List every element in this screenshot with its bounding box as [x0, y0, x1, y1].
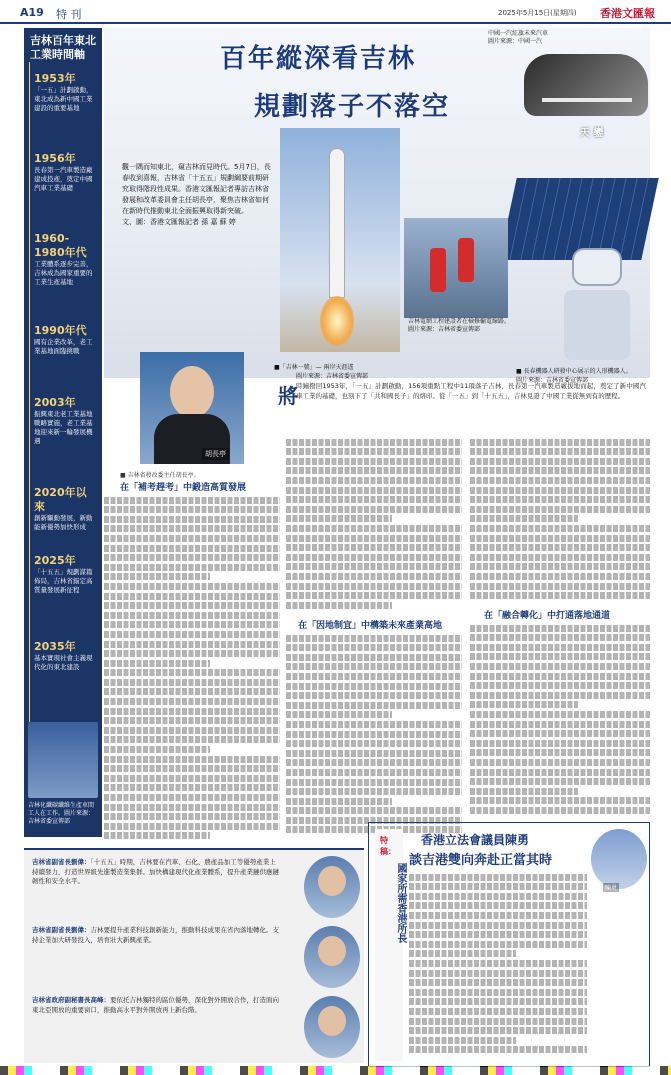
interviewee-photo — [591, 829, 647, 889]
quote-label: 吉林省政府副秘書長高峰： — [32, 996, 110, 1004]
timeline-entries — [24, 66, 102, 720]
timeline-entry — [24, 480, 102, 548]
text-line — [104, 698, 280, 705]
article-intro — [296, 382, 646, 432]
text-line — [470, 439, 650, 446]
text-line — [470, 525, 650, 532]
text-line — [470, 807, 650, 814]
timeline-year: 2025年 — [34, 554, 76, 567]
timeline-year: 2003年 — [34, 396, 76, 409]
text-line — [286, 535, 462, 542]
text-line — [104, 775, 280, 782]
print-color-bar — [0, 1066, 671, 1075]
text-line — [104, 535, 280, 542]
quote-label: 吉林省副省長劉偉： — [32, 926, 91, 934]
portrait-caption: ■ 吉林省發改委主任胡長亭。 — [120, 472, 200, 479]
interviewee-name: 陳勇 — [605, 885, 618, 892]
carbon-fiber-photo — [28, 722, 98, 798]
rocket-flame-icon — [320, 296, 354, 346]
text-line — [104, 717, 280, 724]
lede-byline: 文、圖：香港文匯報記者 孫 嘉 蘇 婷 — [122, 218, 236, 226]
text-line — [286, 807, 462, 814]
official-photo — [304, 856, 360, 918]
special-vertical-title: 國家所需香港所長 — [395, 863, 406, 943]
text-line — [409, 874, 587, 881]
text-line — [104, 497, 280, 504]
text-line — [286, 663, 462, 670]
timeline-text: 「十五五」規劃謀篇佈局，吉林省錨定高質量發展新征程 — [34, 568, 93, 594]
text-line — [104, 736, 280, 743]
text-line — [104, 650, 280, 657]
column-3-top — [470, 436, 650, 604]
text-line — [286, 583, 462, 590]
text-line — [470, 711, 650, 718]
text-line — [470, 759, 650, 766]
timeline-entry — [24, 318, 102, 390]
text-line — [409, 941, 587, 948]
text-line — [470, 487, 650, 494]
timeline-year: 2035年 — [34, 640, 76, 653]
text-line — [286, 759, 462, 766]
quote-item — [32, 926, 282, 945]
flying-car-image — [524, 54, 648, 116]
lede-text: 觀一隅而知東北，窺吉林而見時代。5月7日，長春收到喜報，吉林省「十五五」規劃綱要前期研究取得階段性成果。香港文匯報記者專訪吉林省發展和改革委員會主任胡長亭，聚焦吉林省如何在新時代推動東北全面振興取得新突破。 — [122, 163, 271, 215]
text-line — [409, 1046, 587, 1053]
text-line — [104, 516, 280, 523]
text-line — [470, 730, 650, 737]
text-line — [409, 931, 587, 938]
text-line — [286, 654, 462, 661]
text-line — [409, 1027, 587, 1034]
timeline-entry — [24, 226, 102, 318]
main-headline: 百年縱深看吉林 — [220, 44, 417, 74]
quote-text: 要依托吉林獨特的區位優勢，深化對外開放合作，打造面向東北亞開放的重要窗口，推動高水平對外開放再上新台階。 — [32, 996, 279, 1014]
text-line — [470, 563, 650, 570]
text-line — [104, 794, 280, 801]
text-line — [409, 883, 587, 890]
quote-item — [32, 858, 282, 887]
text-line — [470, 496, 650, 503]
text-line — [104, 554, 280, 561]
text-line — [470, 467, 650, 474]
timeline-year: 2020年以來 — [34, 486, 87, 513]
text-line — [470, 740, 650, 747]
text-line — [286, 506, 462, 513]
text-line — [286, 692, 462, 699]
text-line — [470, 778, 650, 785]
subhead-1: 在「補考趕考」中鍛造高質發展 — [120, 483, 247, 493]
quote-label: 吉林省副省長劉偉： — [32, 858, 91, 866]
text-line — [104, 679, 280, 686]
text-line — [286, 769, 462, 776]
text-line — [409, 912, 587, 919]
text-line — [104, 765, 280, 772]
official-photo — [304, 926, 360, 988]
text-line — [104, 564, 280, 571]
text-line — [470, 749, 650, 756]
quotes-box — [24, 848, 364, 1063]
special-feature-box — [368, 822, 650, 1067]
timeline-year: 1990年代 — [34, 324, 87, 337]
text-line — [409, 902, 587, 909]
text-line — [104, 621, 280, 628]
workers-image — [404, 218, 508, 318]
satellite-credit: 圖片來源：吉林省委宣傳部 — [296, 373, 369, 380]
text-line — [470, 769, 650, 776]
text-line — [409, 922, 587, 929]
text-line — [104, 612, 280, 619]
text-line — [286, 779, 462, 786]
text-line — [104, 669, 280, 676]
hero-section — [104, 28, 650, 384]
text-line — [470, 448, 650, 455]
text-line — [104, 545, 280, 552]
robot-caption: ■ 長春機器人研發中心展示的人形機器人。 圖片來源：吉林省委宣傳部 — [516, 368, 632, 384]
text-line — [470, 797, 650, 804]
timeline-text: 創新驅動發展，新動能新優勢加快形成 — [34, 514, 93, 531]
timeline-entry — [24, 146, 102, 226]
page-number: A19 — [20, 6, 44, 19]
timeline-text: 振興東北老工業基地戰略實施，老工業基地迎來新一輪發展機遇 — [34, 410, 93, 445]
text-line — [104, 602, 280, 609]
newspaper-name: 香港文匯報 — [600, 7, 655, 20]
rocket-icon — [329, 148, 345, 298]
quote-text: 「十五五」時期，吉林要在汽車、石化、農產品加工等優勢產業上持續發力，打造世界級先進製造業集群。加快構建現代化產業體系，提升產業鏈供應鏈韌性和安全水平。 — [32, 858, 279, 886]
text-line — [104, 525, 280, 532]
column-2-top — [286, 436, 462, 614]
text-line — [286, 554, 462, 561]
text-line — [470, 573, 650, 580]
text-line — [286, 798, 392, 805]
timeline-entry — [24, 390, 102, 480]
portrait-face — [170, 366, 214, 418]
timeline-text: 長春第一汽車製造廠建成投產，奠定中國汽車工業基礎 — [34, 166, 93, 192]
dropcap: 將 — [278, 384, 298, 408]
timeline-year: 1956年 — [34, 152, 76, 165]
text-line — [470, 653, 650, 660]
text-line — [104, 804, 280, 811]
text-line — [470, 554, 650, 561]
text-line — [104, 593, 280, 600]
text-line — [470, 682, 650, 689]
text-line — [104, 573, 210, 580]
car-caption: 中國一汽紅旗未來汽車 圖片來源：中國一汽 — [488, 30, 549, 45]
text-line — [286, 487, 462, 494]
intro-text: 時鐘撥回1953年，「一五」計劃啟動，156項重點工程中11項落子吉林，長春第一汽車製造廠拔地而起，奠定了新中國汽車工業的基礎，也刻下了「共和國長子」的烙印。從「一五」到「十五五」，吉林見證了中國工業從無到有的歷程。 — [296, 382, 646, 400]
car-brand-label: 天 鑾 — [580, 128, 604, 139]
text-line — [104, 832, 210, 839]
text-line — [470, 477, 650, 484]
text-line — [470, 625, 650, 632]
text-line — [286, 788, 462, 795]
text-line — [470, 692, 650, 699]
text-line — [104, 688, 280, 695]
text-line — [286, 721, 462, 728]
text-line — [286, 439, 462, 446]
worker-caption: 吉林電網工程建設者在檢修輸電線路。 圖片來源：吉林省委宣傳部 — [408, 318, 511, 333]
text-line — [104, 708, 280, 715]
robot-body-icon — [564, 290, 630, 360]
text-line — [104, 746, 210, 753]
text-line — [409, 960, 587, 967]
text-line — [409, 1008, 587, 1015]
text-line — [104, 756, 280, 763]
special-headline: 香港立法會議員陳勇 — [421, 833, 530, 847]
text-line — [104, 823, 280, 830]
text-line — [104, 641, 280, 648]
text-line — [286, 673, 462, 680]
text-line — [470, 663, 650, 670]
text-line — [470, 592, 650, 599]
text-line — [286, 644, 462, 651]
text-line — [409, 1037, 516, 1044]
text-line — [470, 721, 650, 728]
text-line — [286, 602, 392, 609]
timeline-text: 國有企業改革，老工業基地面臨挑戰 — [34, 338, 93, 355]
special-subheadline: 談吉港雙向奔赴正當其時 — [409, 853, 553, 868]
text-line — [104, 506, 280, 513]
text-line — [286, 731, 462, 738]
text-line — [409, 979, 587, 986]
worker-figure — [458, 238, 474, 282]
humanoid-robot-image — [554, 248, 642, 368]
text-line — [470, 583, 650, 590]
text-line — [286, 635, 462, 642]
text-line — [409, 970, 587, 977]
text-line — [286, 544, 462, 551]
text-line — [286, 525, 462, 532]
timeline-text: 工業體系逐步完善，吉林成為國家重要的工業生產基地 — [34, 260, 93, 286]
text-line — [286, 750, 462, 757]
portrait-name-tag: 胡長亭 — [202, 448, 229, 460]
worker-figure — [430, 248, 446, 292]
quote-text: 吉林要提升產業科技創新能力，推動科技成果在省內落地轉化。支持企業加大研發投入，培育壯大新興產業。 — [32, 926, 279, 944]
timeline-year: 1953年 — [34, 72, 76, 85]
special-text-column — [409, 871, 587, 1061]
text-line — [286, 740, 462, 747]
timeline-text: 基本實現社會主義現代化的東北建設 — [34, 654, 93, 671]
column-3-bottom — [470, 622, 650, 818]
text-line — [286, 563, 462, 570]
timeline-photo-caption: 吉林化纖碳纖維生產車間工人在工作。圖片來源：吉林省委宣傳部 — [28, 802, 95, 825]
text-line — [104, 583, 280, 590]
text-line — [286, 448, 462, 455]
column-1 — [104, 494, 280, 840]
timeline-text: 「一五」計劃啟動，東北成為新中國工業建設的重要基地 — [34, 86, 93, 112]
satellite-caption: ■「吉林一號」— 兩岸天涯遙 — [274, 364, 354, 371]
text-line — [286, 477, 462, 484]
text-line — [470, 515, 578, 522]
portrait-photo — [140, 352, 244, 464]
text-line — [470, 673, 650, 680]
text-line — [286, 458, 462, 465]
quote-item — [32, 996, 282, 1015]
timeline-column — [24, 28, 102, 837]
timeline-entry — [24, 548, 102, 634]
column-2-bottom — [286, 632, 462, 840]
text-line — [286, 592, 462, 599]
official-photo — [304, 996, 360, 1058]
subhead-3: 在「融合轉化」中打通落地通道 — [484, 611, 611, 621]
text-line — [470, 788, 578, 795]
page-header — [0, 0, 671, 24]
section-label: 特 刊 — [56, 8, 82, 21]
text-line — [286, 467, 462, 474]
text-line — [104, 631, 280, 638]
text-line — [470, 506, 650, 513]
text-line — [286, 711, 392, 718]
text-line — [470, 458, 650, 465]
text-line — [470, 701, 578, 708]
text-line — [409, 989, 587, 996]
text-line — [470, 634, 650, 641]
text-line — [409, 998, 587, 1005]
timeline-year: 1960-1980年代 — [34, 232, 87, 259]
text-line — [104, 813, 280, 820]
main-subheadline: 規劃落子不落空 — [254, 92, 451, 122]
timeline-entry — [24, 66, 102, 146]
text-line — [409, 1018, 587, 1025]
timeline-entry — [24, 634, 102, 720]
text-line — [409, 950, 516, 957]
issue-date: 2025年5月15日(星期四) — [498, 9, 577, 17]
text-line — [286, 683, 462, 690]
text-line — [286, 702, 462, 709]
text-line — [104, 784, 280, 791]
special-tag: 特 稿： — [380, 836, 396, 856]
special-label-panel — [375, 829, 406, 1061]
text-line — [104, 660, 210, 667]
robot-head-icon — [572, 248, 622, 286]
text-line — [409, 893, 587, 900]
lede-paragraph — [122, 162, 272, 228]
subhead-2: 在「因地制宜」中構築未來產業高地 — [298, 621, 443, 631]
timeline-title: 吉林百年東北工業時間軸 — [30, 34, 96, 61]
text-line — [286, 515, 392, 522]
text-line — [286, 496, 462, 503]
text-line — [286, 573, 462, 580]
text-line — [104, 727, 280, 734]
text-line — [470, 644, 650, 651]
text-line — [470, 544, 650, 551]
text-line — [470, 535, 650, 542]
